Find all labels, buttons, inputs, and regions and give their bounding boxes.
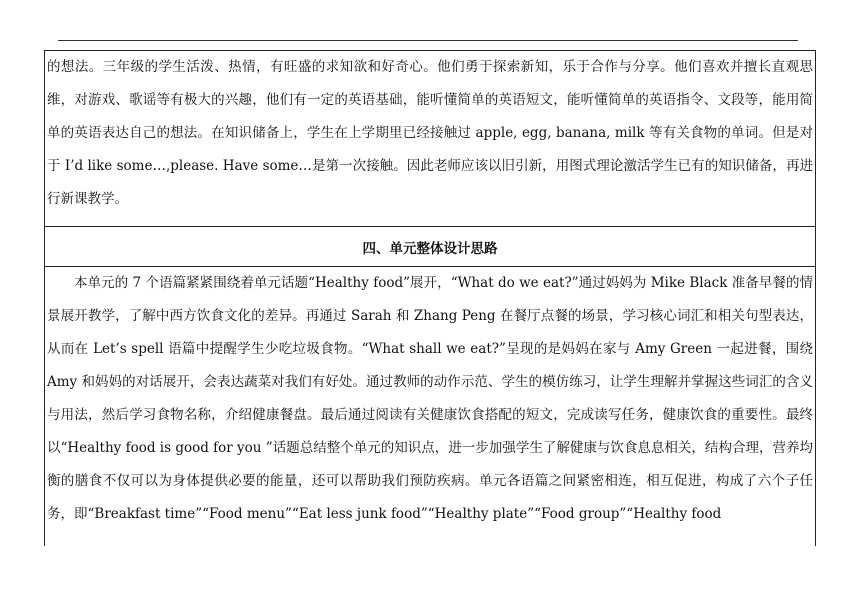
document-table	[44, 50, 816, 546]
header-rule	[58, 40, 798, 41]
student-analysis-cell	[45, 51, 815, 226]
unit-design-cell	[45, 266, 815, 546]
section-heading-cell	[45, 226, 815, 266]
unit-design-paragraph: 本单元的 7 个语篇紧紧围绕着单元话题“Healthy food”展开，“What do we eat?”通过妈妈为 Mike Black 准备早餐的情景展开教学，了解中西方饮食文化的差异。再通过 Sarah 和 Zhang Peng 在餐厅点餐的场景，学习核心词汇和相关句型表达，从而在 Let’s spell 语篇中提醒学生少吃垃圾食物。“What shall we eat?”呈现的是妈妈在家与 Amy Green 一起进餐，围绕 Amy 和妈妈的对话展开，会表达蔬菜对我们有好处。通过教师的动作示范、学生的模仿练习，让学生理解并掌握这些词汇的含义与用法，然后学习食物名称，介绍健康餐盘。最后通过阅读有关健康饮食搭配的短文，完成读写任务，健康饮食的重要性。最终以“Healthy food is good for you ”话题总结整个单元的知识点，进一步加强学生了解健康与饮食息息相关，结构合理，营养均衡的膳食不仅可以为身体提供必要的能量，还可以帮助我们预防疾病。单元各语篇之间紧密相连，相互促进，构成了六个子任务，即“Breakfast time”“Food menu”“Eat less junk food”“Healthy plate”“Food group”“Healthy food	[47, 275, 813, 522]
student-analysis-paragraph: 的想法。三年级的学生活泼、热情，有旺盛的求知欲和好奇心。他们勇于探索新知，乐于合作与分享。他们喜欢并擅长直观思维，对游戏、歌谣等有极大的兴趣，他们有一定的英语基础，能听懂简单的英语短文，能听懂简单的英语指令、文段等，能用简单的英语表达自己的想法。在知识储备上，学生在上学期里已经接触过 apple, egg, banana, milk 等有关食物的单词。但是对于 I’d like some…,please. Have some…是第一次接触。因此老师应该以旧引新，用图式理论激活学生已有的知识储备，再进行新课教学。	[47, 59, 813, 207]
section-heading: 四、单元整体设计思路	[362, 240, 498, 257]
